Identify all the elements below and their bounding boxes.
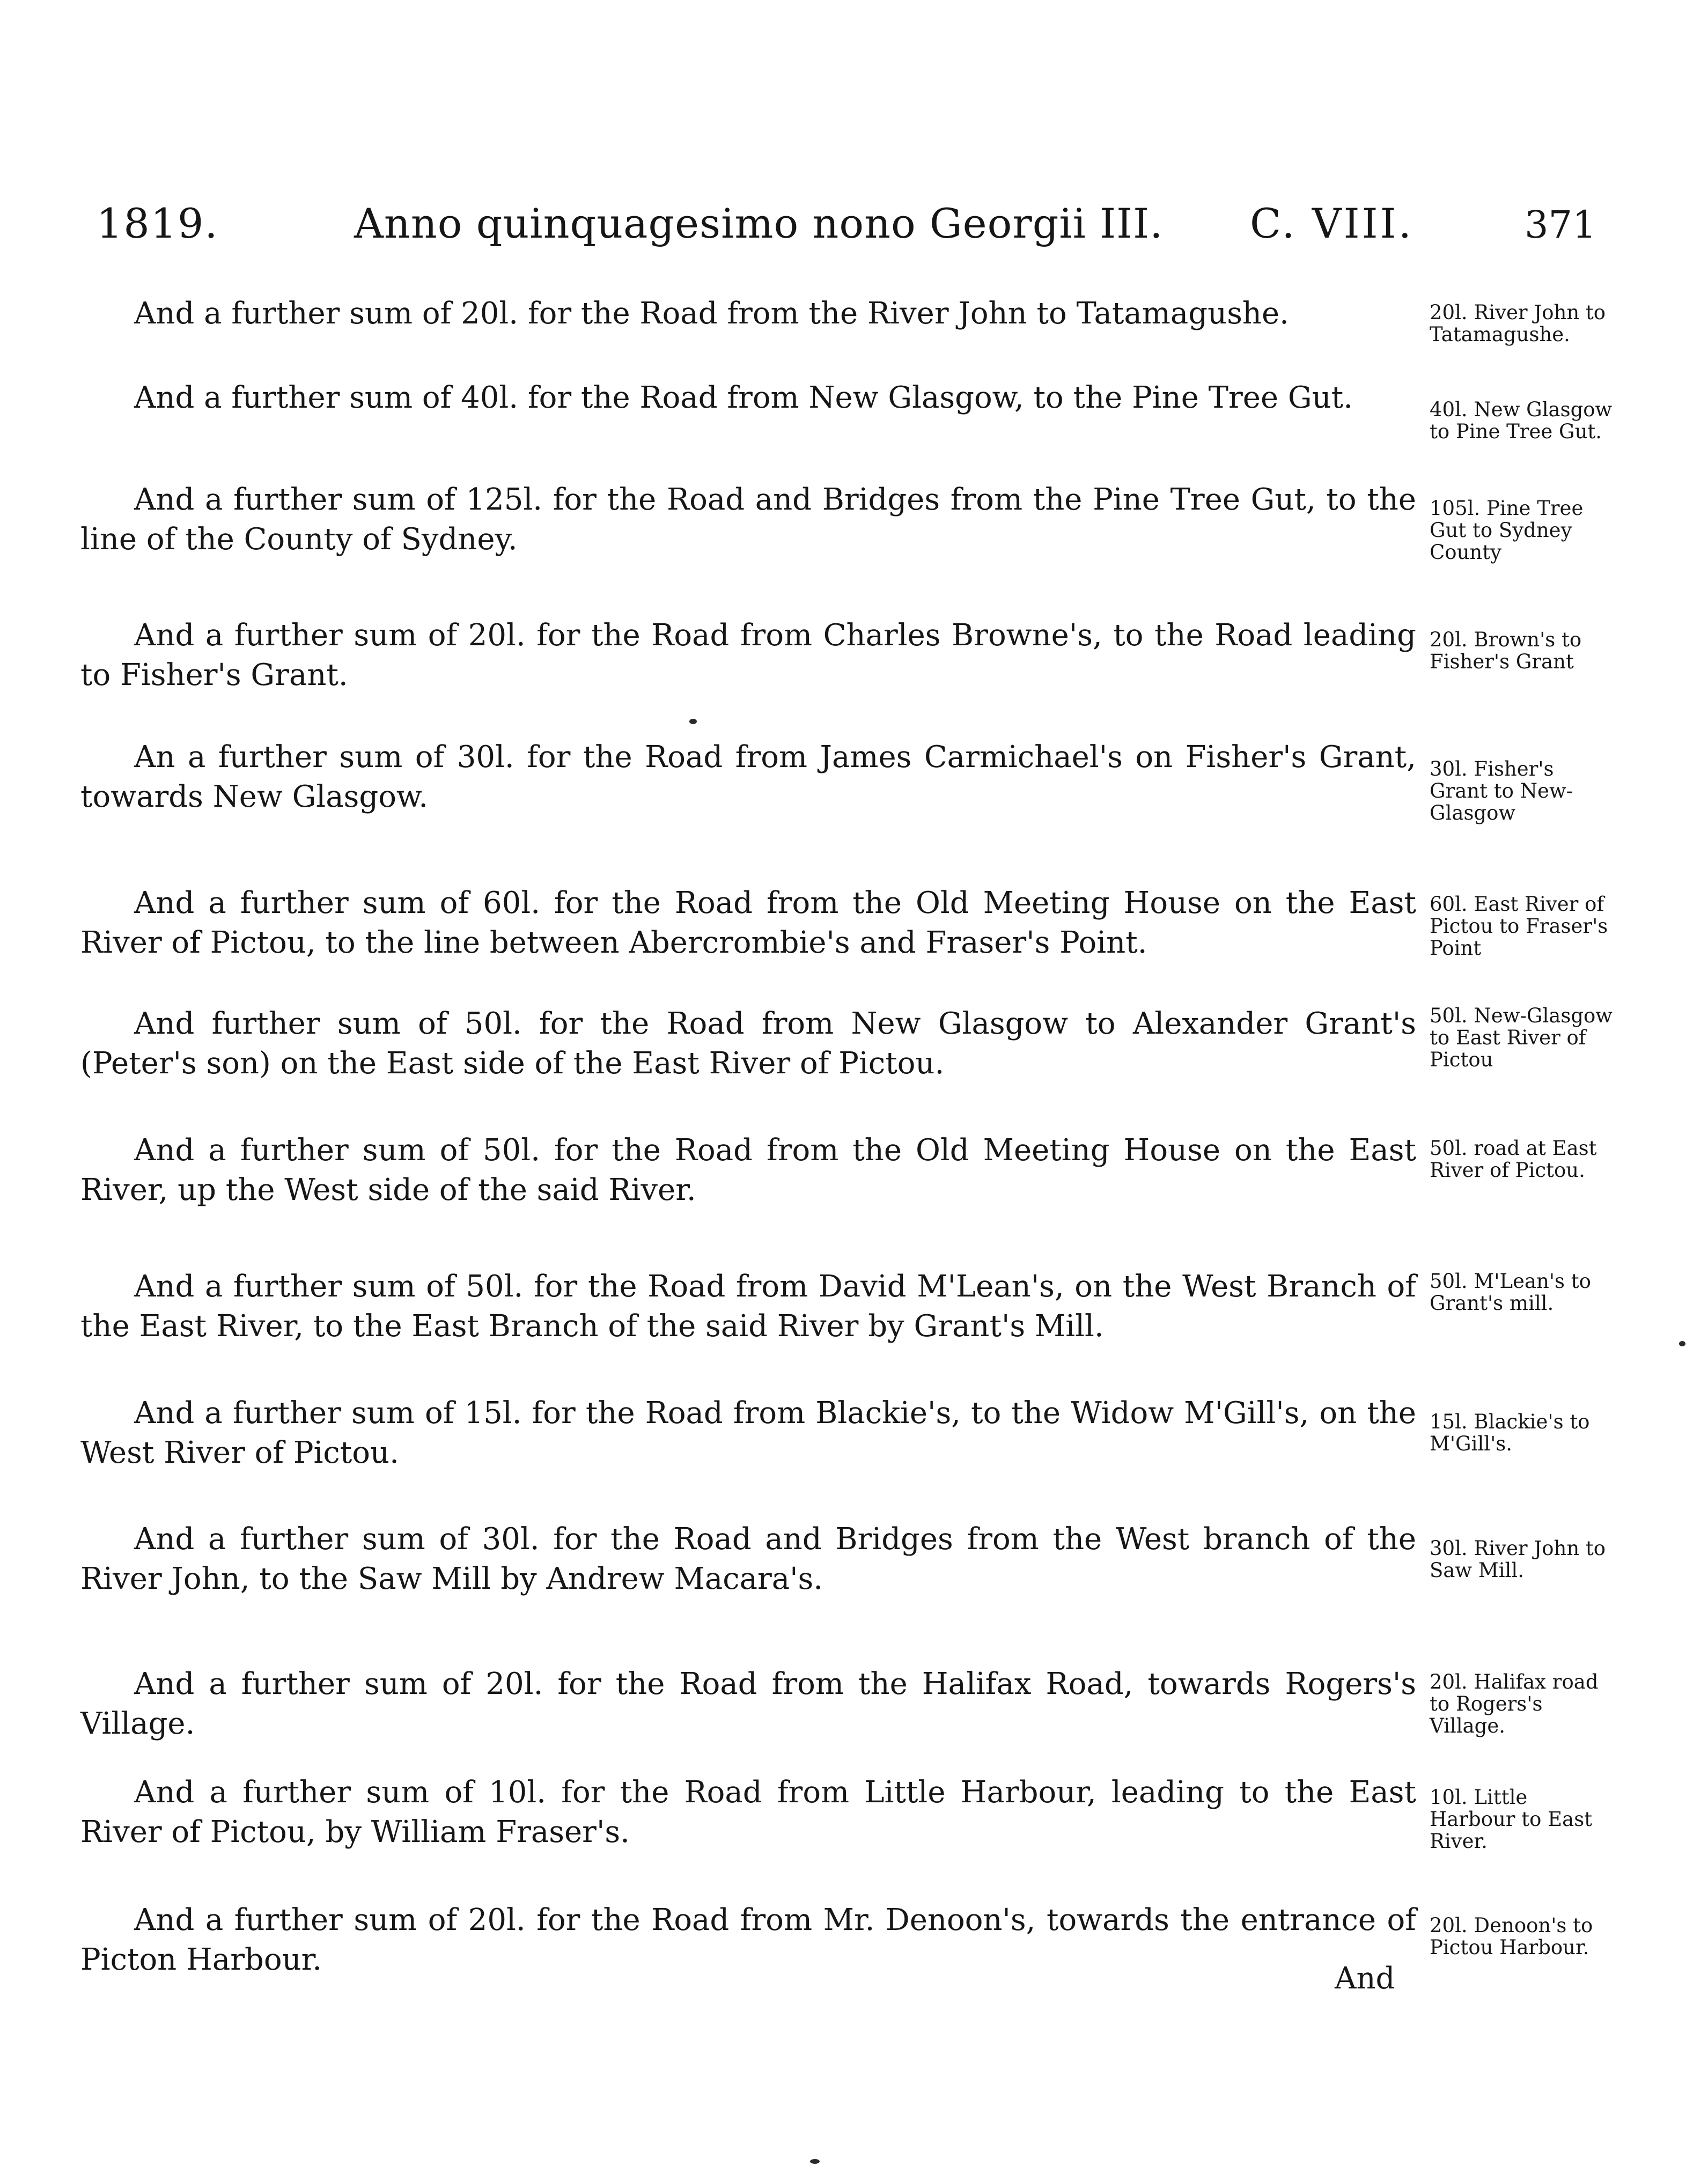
margin-note: 50l. New-Glasgow to East River of Pictou — [1430, 1004, 1613, 1071]
header-year: 1819. — [97, 200, 219, 247]
header-title: Anno quinquagesimo nono Georgii III. — [354, 200, 1164, 247]
margin-note: 20l. River John to Tatamagushe. — [1430, 301, 1606, 346]
margin-note: 30l. Fisher's Grant to New-Glasgow — [1430, 757, 1573, 824]
entry-paragraph: And a further sum of 15l. for the Road from Blackie's, to the Widow M'Gill's, on the West River of Pictou. — [80, 1396, 1416, 1470]
entry-paragraph: And a further sum of 20l. for the Road from Mr. Denoon's, towards the entrance of Picton Harbour. — [80, 1903, 1416, 1977]
margin-note: 10l. Little Harbour to East River. — [1430, 1786, 1593, 1853]
entry-paragraph: And a further sum of 20l. for the Road from the River John to Tatamagushe. — [134, 296, 1289, 331]
entry-paragraph: And a further sum of 40l. for the Road from New Glasgow, to the Pine Tree Gut. — [134, 380, 1353, 415]
ink-speck — [1679, 1341, 1685, 1346]
margin-note: 60l. East River of Pictou to Fraser's Point — [1430, 893, 1608, 960]
margin-note: 30l. River John to Saw Mill. — [1430, 1537, 1606, 1582]
entry-paragraph: And a further sum of 60l. for the Road from the Old Meeting House on the East River of Pictou, to the line between Abercrombie's and Fraser's Point. — [80, 886, 1416, 960]
header-chapter: C. VIII. — [1250, 200, 1413, 247]
ink-speck — [689, 719, 697, 724]
catchword: And — [1335, 1961, 1395, 1996]
entry-paragraph: And a further sum of 125l. for the Road and Bridges from the Pine Tree Gut, to the line of the County of Sydney. — [80, 482, 1416, 557]
entry-paragraph: And a further sum of 20l. for the Road from the Halifax Road, towards Rogers's Village. — [80, 1667, 1416, 1741]
margin-note: 105l. Pine Tree Gut to Sydney County — [1430, 497, 1584, 564]
margin-note: 20l. Denoon's to Pictou Harbour. — [1430, 1914, 1593, 1959]
entry-paragraph: And a further sum of 20l. for the Road from Charles Browne's, to the Road leading to Fisher's Grant. — [80, 618, 1416, 692]
margin-note: 50l. M'Lean's to Grant's mill. — [1430, 1270, 1591, 1315]
margin-note: 20l. Halifax road to Rogers's Village. — [1430, 1670, 1599, 1737]
margin-note: 50l. road at East River of Pictou. — [1430, 1137, 1597, 1182]
entry-paragraph: An a further sum of 30l. for the Road from James Carmichael's on Fisher's Grant, towards New Glasgow. — [80, 740, 1416, 814]
entry-paragraph: And a further sum of 50l. for the Road from the Old Meeting House on the East River, up the West side of the said River. — [80, 1133, 1416, 1207]
ink-speck — [810, 2159, 820, 2164]
entry-paragraph: And a further sum of 30l. for the Road and Bridges from the West branch of the River John, to the Saw Mill by Andrew Macara's. — [80, 1522, 1416, 1596]
entry-paragraph: And a further sum of 50l. for the Road from David M'Lean's, on the West Branch of the East River, to the East Branch of the said River by Grant's Mill. — [80, 1269, 1416, 1344]
margin-note: 40l. New Glasgow to Pine Tree Gut. — [1430, 398, 1613, 443]
entry-paragraph: And further sum of 50l. for the Road from New Glasgow to Alexander Grant's (Peter's son) on the East side of the East River of Pictou. — [80, 1006, 1416, 1081]
page-number: 371 — [1525, 203, 1596, 247]
entry-paragraph: And a further sum of 10l. for the Road from Little Harbour, leading to the East River of Pictou, by William Fraser's. — [80, 1775, 1416, 1850]
margin-note: 15l. Blackie's to M'Gill's. — [1430, 1410, 1590, 1455]
margin-note: 20l. Brown's to Fisher's Grant — [1430, 628, 1582, 673]
